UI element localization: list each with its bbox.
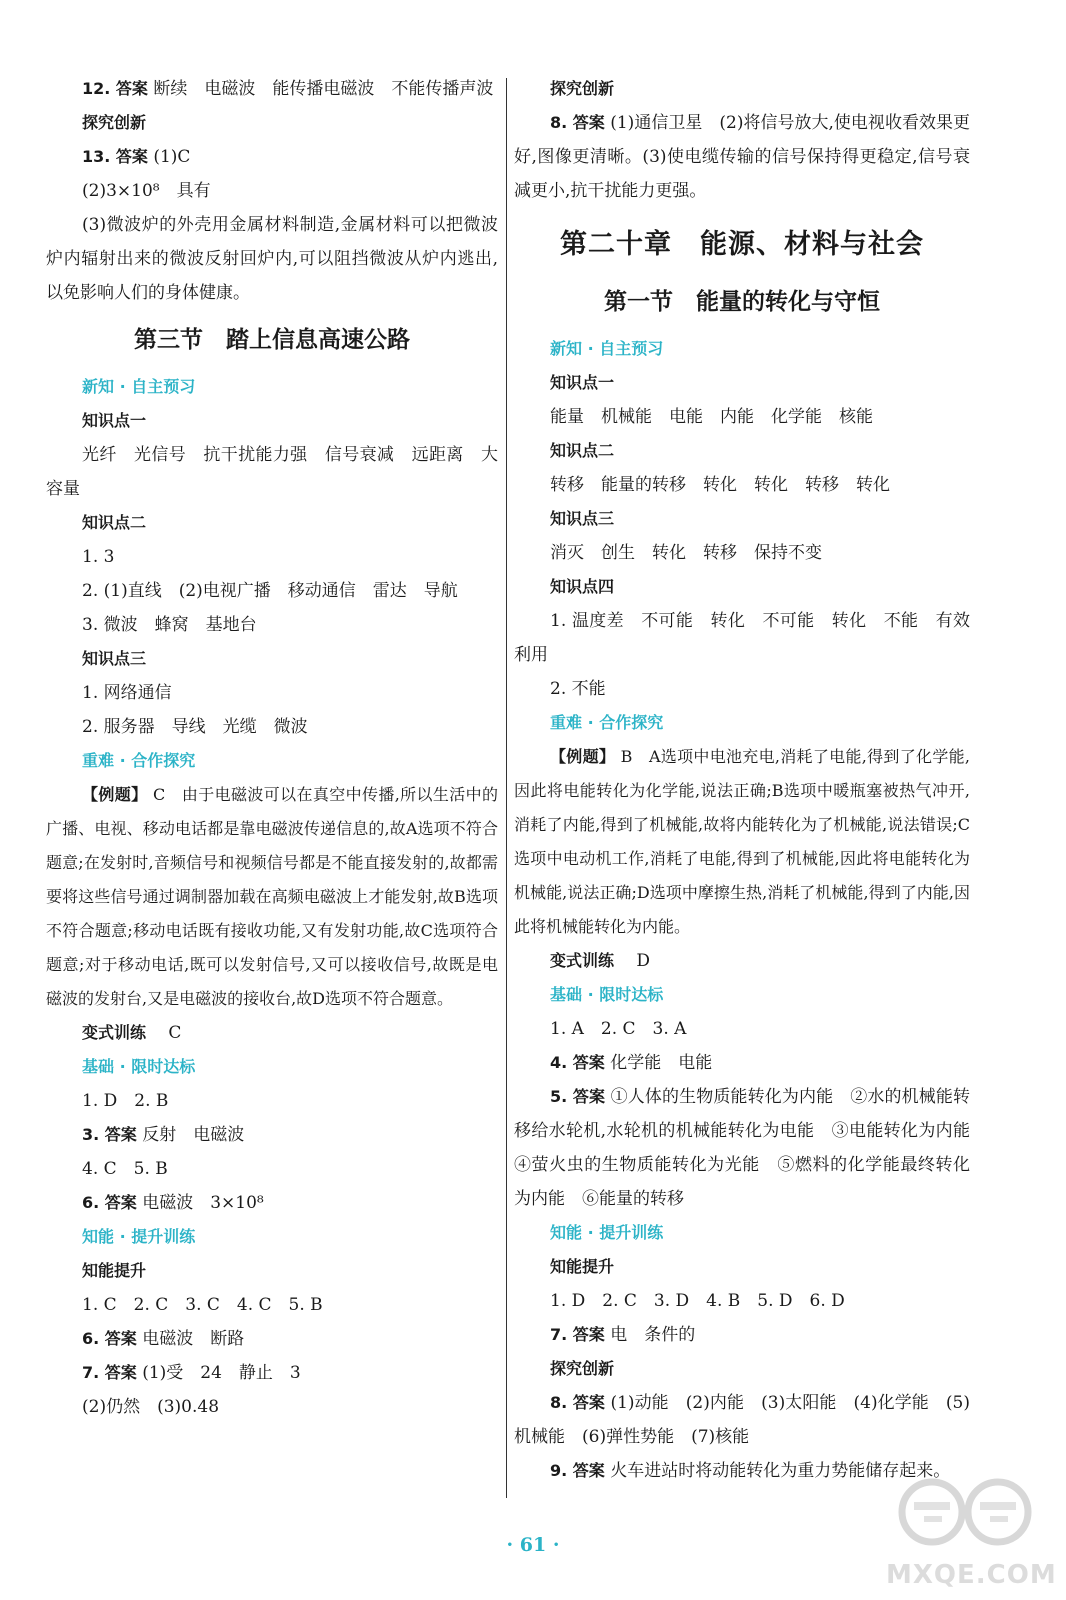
- answer-text: D: [619, 951, 651, 971]
- answer-label: 5. 答案: [550, 1087, 606, 1106]
- left-column: [46, 72, 498, 1424]
- answer-line: [46, 1084, 498, 1118]
- answer-text: (1)通信卫星 (2)将信号放大,使电视收看效果更好,图像更清晰。(3)使电缆传输的信号保持得更稳定,信号衰减更小,抗干扰能力更强。: [514, 113, 970, 201]
- answer-text: 化学能 电能: [610, 1053, 713, 1073]
- answer-text: 探究创新: [550, 1359, 615, 1378]
- answer-line: [514, 1046, 970, 1080]
- answer-text: 1. 网络通信: [82, 683, 172, 703]
- answer-text: 新知 · 自主预习: [550, 339, 664, 358]
- answer-text: 知识点四: [550, 577, 615, 596]
- answer-label: 6. 答案: [82, 1329, 137, 1348]
- section-banner: [514, 1216, 970, 1250]
- answer-label: 6. 答案: [82, 1193, 137, 1212]
- answer-line: [46, 608, 498, 642]
- section-banner: [514, 978, 970, 1012]
- subheading: [46, 1254, 498, 1288]
- answer-text: 1. D 2. B: [82, 1091, 169, 1111]
- answer-line: [514, 1318, 970, 1352]
- answer-text: 1. D 2. C 3. D 4. B 5. D 6. D: [550, 1291, 845, 1311]
- answer-text: 电 条件的: [610, 1325, 696, 1345]
- answer-text: 4. C 5. B: [82, 1159, 168, 1179]
- answer-text: 反射 电磁波: [142, 1125, 245, 1145]
- answer-text: 知能提升: [82, 1261, 147, 1280]
- answer-text: 能量 机械能 电能 内能 化学能 核能: [550, 407, 873, 427]
- subheading: [514, 434, 970, 468]
- answer-label: 变式训练: [82, 1023, 147, 1042]
- answer-text: 知识点二: [82, 513, 147, 532]
- answer-line: [46, 1118, 498, 1152]
- answer-line: [46, 1390, 498, 1424]
- answer-line: [514, 400, 970, 434]
- answer-label: 12. 答案: [82, 79, 148, 98]
- answer-line: [46, 540, 498, 574]
- answer-label: 变式训练: [550, 951, 615, 970]
- answer-text: B A选项中电池充电,消耗了电能,得到了化学能,因此将电能转化为化学能,说法正确;B选项中暖瓶塞被热气冲开,消耗了内能,得到了机械能,故将内能转化为了机械能,说法错误;C选项中电动机工作,消耗了电能,得到了机械能,因此将电能转化为机械能,说法正确;D选项中摩擦生热,消耗了机械能,得到了内能,因此将机械能转化为内能。: [514, 747, 970, 936]
- answer-text: 2. 服务器 导线 光缆 微波: [82, 717, 308, 737]
- answer-text: (1)受 24 静止 3: [142, 1363, 301, 1383]
- answer-line: [46, 1186, 498, 1220]
- answer-text: 探究创新: [550, 79, 615, 98]
- answer-line: [514, 944, 970, 978]
- answer-text: (2)仍然 (3)0.48: [82, 1397, 220, 1417]
- subheading: [46, 642, 498, 676]
- answer-text: 新知 · 自主预习: [82, 377, 196, 396]
- subheading: [514, 502, 970, 536]
- answer-paragraph: [46, 208, 498, 310]
- answer-text: 第二十章 能源、材料与社会: [560, 229, 924, 260]
- answer-paragraph: [46, 778, 498, 1016]
- answer-line: [514, 536, 970, 570]
- answer-text: (1)动能 (2)内能 (3)太阳能 (4)化学能 (5)机械能 (6)弹性势能 (7)核能: [514, 1393, 970, 1447]
- section-title: [46, 320, 498, 360]
- answer-label: 13. 答案: [82, 147, 148, 166]
- answer-text: 1. 3: [82, 547, 115, 567]
- answer-text: 1. C 2. C 3. C 4. C 5. B: [82, 1295, 323, 1315]
- answer-text: (3)微波炉的外壳用金属材料制造,金属材料可以把微波炉内辐射出来的微波反射回炉内,可以阻挡微波从炉内逃出,以免影响人们的身体健康。: [46, 215, 498, 303]
- answer-label: 8. 答案: [550, 1393, 605, 1412]
- subheading: [46, 106, 498, 140]
- answer-text: ①人体的生物质能转化为内能 ②水的机械能转移给水轮机,水轮机的机械能转化为电能 ③电能转化为内能 ④萤火虫的生物质能转化为光能 ⑤燃料的化学能最终转化为内能 ⑥能量的转移: [514, 1087, 987, 1209]
- answer-text: 光纤 光信号 抗干扰能力强 信号衰减 远距离 大容量: [46, 445, 498, 499]
- answer-text: 电磁波 3×10⁸: [142, 1193, 264, 1213]
- answer-text: (2)3×10⁸ 具有: [82, 181, 211, 201]
- answer-text: 1. 温度差 不可能 转化 不可能 转化 不能 有效利用: [514, 611, 970, 665]
- answer-paragraph: [46, 438, 498, 506]
- section-banner: [46, 1050, 498, 1084]
- answer-text: 电磁波 断路: [142, 1329, 245, 1349]
- answer-text: 第三节 踏上信息高速公路: [134, 327, 410, 353]
- answer-text: 转移 能量的转移 转化 转化 转移 转化: [550, 475, 890, 495]
- answer-text: 知能 · 提升训练: [550, 1223, 664, 1242]
- section-banner: [514, 332, 970, 366]
- answer-line: [46, 1356, 498, 1390]
- answer-text: 知识点二: [550, 441, 615, 460]
- answer-label: 9. 答案: [550, 1461, 605, 1480]
- answer-text: 3. 微波 蜂窝 基地台: [82, 615, 257, 635]
- answer-text: 1. A 2. C 3. A: [550, 1019, 687, 1039]
- answer-text: 第一节 能量的转化与守恒: [604, 289, 880, 315]
- answer-text: 火车进站时将动能转化为重力势能储存起来。: [610, 1461, 951, 1481]
- answer-text: 知识点一: [550, 373, 615, 392]
- subheading: [46, 404, 498, 438]
- answer-paragraph: [46, 72, 498, 106]
- answer-text: 知识点三: [82, 649, 147, 668]
- answer-label: 【例题】: [550, 747, 616, 766]
- answer-text: 断续 电磁波 能传播电磁波 不能传播声波: [153, 79, 494, 99]
- answer-line: [46, 1152, 498, 1186]
- answer-label: 7. 答案: [82, 1363, 137, 1382]
- answer-text: 2. 不能: [550, 679, 606, 699]
- answer-text: C: [151, 1023, 182, 1043]
- answer-text: 知识点一: [82, 411, 147, 430]
- answer-text: 知能提升: [550, 1257, 615, 1276]
- answer-paragraph: [514, 604, 970, 672]
- chapter-title: [514, 222, 970, 268]
- answer-line: [46, 1016, 498, 1050]
- section-banner: [46, 370, 498, 404]
- answer-line: [46, 676, 498, 710]
- answer-text: 2. (1)直线 (2)电视广播 移动通信 雷达 导航: [82, 581, 458, 601]
- answer-paragraph: [514, 1386, 970, 1454]
- answer-paragraph: [514, 1080, 987, 1216]
- answer-label: 3. 答案: [82, 1125, 137, 1144]
- answer-text: 重难 · 合作探究: [82, 751, 196, 770]
- watermark-text: MXQE.COM: [886, 1560, 1057, 1590]
- answer-text: 知能 · 提升训练: [82, 1227, 196, 1246]
- answer-line: [46, 140, 498, 174]
- answer-label: 7. 答案: [550, 1325, 605, 1344]
- section-banner: [46, 744, 498, 778]
- answer-text: 基础 · 限时达标: [550, 985, 664, 1004]
- answer-text: 基础 · 限时达标: [82, 1057, 196, 1076]
- subheading: [46, 506, 498, 540]
- answer-line: [46, 1322, 498, 1356]
- column-divider: [506, 78, 507, 1498]
- answer-paragraph: [514, 740, 970, 944]
- answer-line: [46, 710, 498, 744]
- answer-text: (1)C: [153, 147, 191, 167]
- subheading: [514, 72, 970, 106]
- answer-line: [46, 1288, 498, 1322]
- answer-line: [46, 574, 498, 608]
- subheading: [514, 366, 970, 400]
- subheading: [514, 1250, 970, 1284]
- answer-line: [46, 174, 498, 208]
- answer-label: 8. 答案: [550, 113, 605, 132]
- answer-label: 4. 答案: [550, 1053, 605, 1072]
- answer-text: 知识点三: [550, 509, 615, 528]
- answer-line: [514, 672, 970, 706]
- answer-line: [514, 468, 970, 502]
- page-number: · 61 ·: [506, 1534, 560, 1556]
- subheading: [514, 1352, 970, 1386]
- answer-paragraph: [514, 106, 970, 208]
- right-column: [514, 72, 987, 1488]
- section-title: [514, 282, 970, 322]
- answer-text: 探究创新: [82, 113, 147, 132]
- answer-text: 消灭 创生 转化 转移 保持不变: [550, 543, 822, 563]
- answer-line: [514, 1284, 970, 1318]
- answer-text: 重难 · 合作探究: [550, 713, 664, 732]
- answer-text: C 由于电磁波可以在真空中传播,所以生活中的广播、电视、移动电话都是靠电磁波传递信息的,故A选项不符合题意;在发射时,音频信号和视频信号都是不能直接发射的,故都需要将这些信号通过调制器加载在高频电磁波上才能发射,故B选项不符合题意;移动电话既有接收功能,又有发射功能,故C选项符合题意;对于移动电话,既可以发射信号,又可以接收信号,故既是电磁波的发射台,又是电磁波的接收台,故D选项不符合题意。: [46, 785, 498, 1008]
- section-banner: [46, 1220, 498, 1254]
- answer-label: 【例题】: [82, 785, 148, 804]
- section-banner: [514, 706, 970, 740]
- answer-line: [514, 1012, 970, 1046]
- subheading: [514, 570, 970, 604]
